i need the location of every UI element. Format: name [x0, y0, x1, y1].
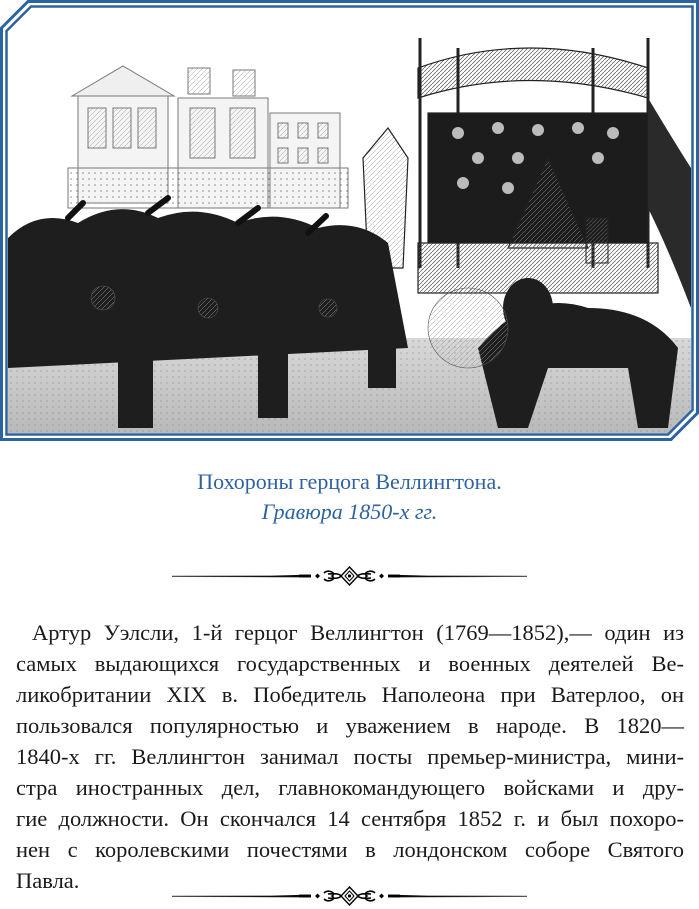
double-border-icon: [0, 0, 699, 441]
text-line: стра иностранных дел, главнокомандующего войсками и дру-: [16, 775, 684, 800]
text-line: гие должности. Он скончался 14 сентября 1852 г. и был похоро-: [16, 806, 684, 831]
flourish-divider-icon: [172, 566, 527, 586]
flourish-divider-icon: [172, 886, 527, 906]
text-line: 1840-х гг. Веллингтон занимал посты премьер-министра, мини-: [16, 744, 684, 769]
text-line: пользовался популярностью и уважением в народе. В 1820—: [16, 713, 684, 738]
text-line: ликобритании XIX в. Победитель Наполеона при Ватерлоо, он: [16, 682, 684, 707]
text-line: нен с королевскими почестями в лондонском соборе Святого: [16, 837, 684, 862]
article-paragraph: [16, 617, 684, 896]
caption-title: Похороны герцога Веллингтона.: [197, 469, 502, 494]
figure-caption: [0, 467, 699, 527]
text-line: Артур Уэлсли, 1-й герцог Веллингтон (1769—1852),— один из: [32, 620, 684, 645]
illustration-frame: [0, 0, 699, 441]
text-line: Павла.: [16, 868, 80, 893]
text-line: самых выдающихся государственных и военных деятелей Ве-: [16, 651, 684, 676]
caption-subtitle: Гравюра 1850-х гг.: [261, 499, 438, 524]
